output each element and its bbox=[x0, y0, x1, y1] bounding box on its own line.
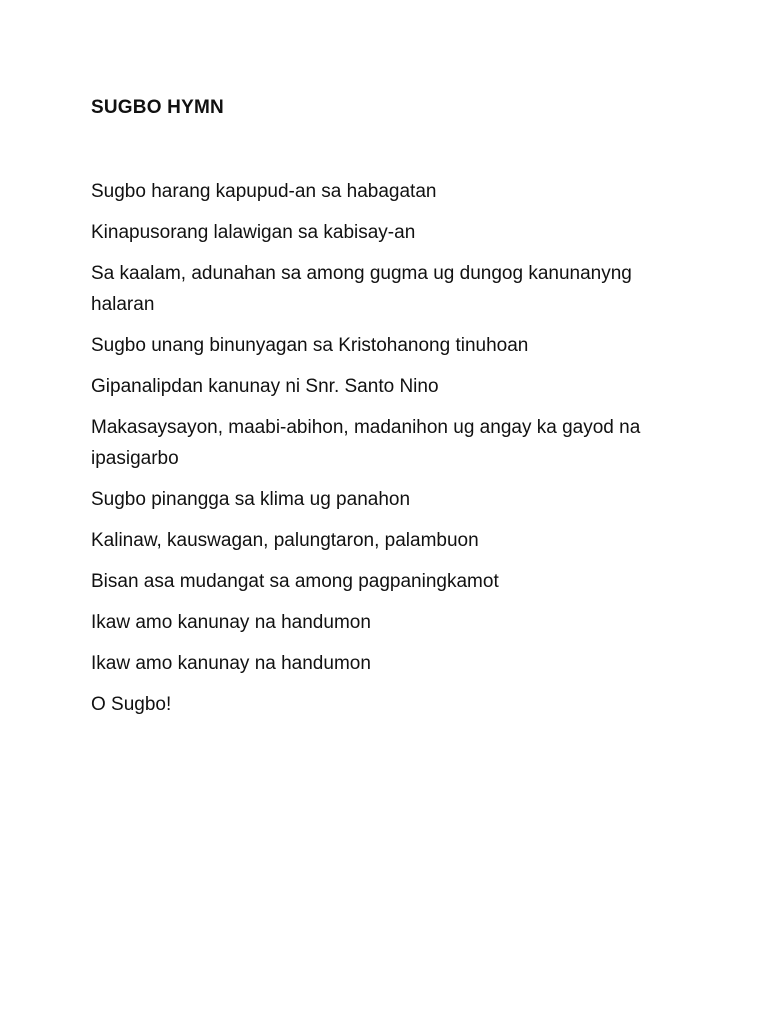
lyric-line: Gipanalipdan kanunay ni Snr. Santo Nino bbox=[91, 376, 439, 397]
lyric-line: Ikaw amo kanunay na handumon bbox=[91, 653, 371, 674]
lyric-line: Ikaw amo kanunay na handumon bbox=[91, 612, 371, 633]
lyric-line: Bisan asa mudangat sa among pagpaningkamot bbox=[91, 571, 499, 592]
lyric-line: Sa kaalam, adunahan sa among gugma ug dungog kanunanyng halaran bbox=[91, 263, 632, 315]
lyric-line: O Sugbo! bbox=[91, 694, 172, 715]
lyric-line: Makasaysayon, maabi-abihon, madanihon ug angay ka gayod na ipasigarbo bbox=[91, 417, 641, 469]
hymn-title: SUGBO HYMN bbox=[91, 97, 224, 118]
lyric-line: Kalinaw, kauswagan, palungtaron, palambuon bbox=[91, 530, 479, 551]
lyric-line: Sugbo harang kapupud-an sa habagatan bbox=[91, 181, 437, 202]
lyric-line: Kinapusorang lalawigan sa kabisay-an bbox=[91, 222, 416, 243]
lyric-line: Sugbo pinangga sa klima ug panahon bbox=[91, 489, 411, 510]
hymn-lyrics bbox=[91, 176, 691, 730]
lyric-line: Sugbo unang binunyagan sa Kristohanong tinuhoan bbox=[91, 335, 529, 356]
